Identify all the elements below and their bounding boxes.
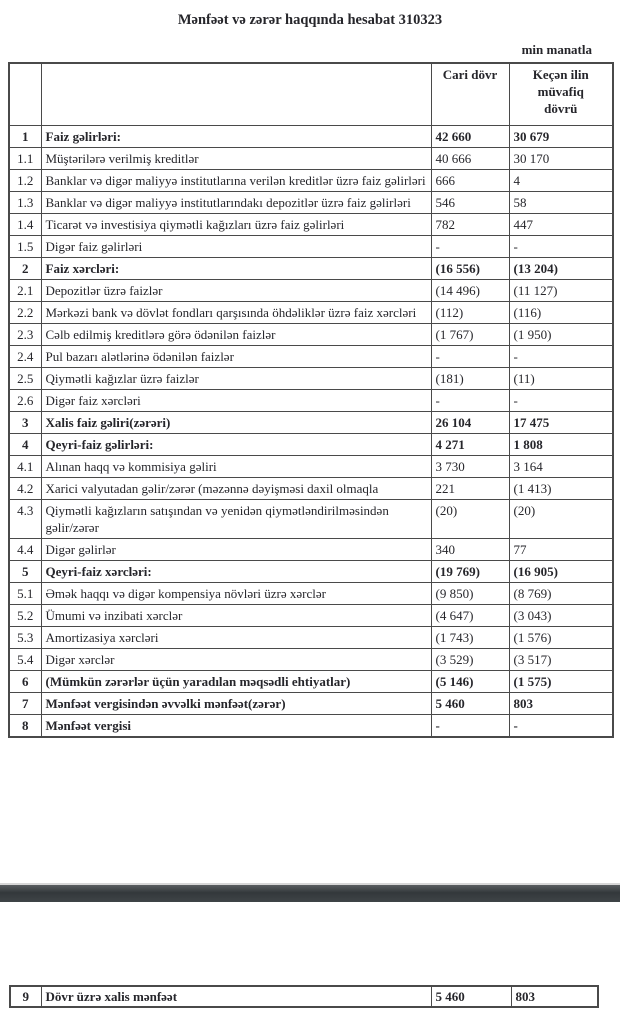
current-period-value: - [431,346,509,368]
row-number: 5.1 [9,583,41,605]
row-label: Xarici valyutadan gəlir/zərər (məzənnə dəyişməsi daxil olmaqla [41,478,431,500]
previous-period-value: (116) [509,302,613,324]
row-number: 2.1 [9,280,41,302]
row-label: Digər xərclər [41,649,431,671]
row-number: 4.2 [9,478,41,500]
current-period-value: - [431,390,509,412]
previous-period-value: 77 [509,539,613,561]
page-break-separator [0,883,620,902]
profit-loss-table-continuation [9,985,599,1008]
table-row [9,324,613,346]
row-number: 1.2 [9,170,41,192]
previous-period-value: - [509,390,613,412]
previous-period-value: (1 413) [509,478,613,500]
current-period-value: 4 271 [431,434,509,456]
row-label: Digər faiz xərcləri [41,390,431,412]
row-number: 4.1 [9,456,41,478]
row-number: 4.4 [9,539,41,561]
current-period-value: 40 666 [431,148,509,170]
current-period-value: 666 [431,170,509,192]
table-row [9,627,613,649]
previous-period-value: (16 905) [509,561,613,583]
table-row [9,539,613,561]
previous-period-value: 30 679 [509,126,613,148]
column-header-number [9,63,41,126]
row-number: 4.3 [9,500,41,539]
table-row [9,280,613,302]
table-row [9,390,613,412]
row-number: 1.3 [9,192,41,214]
table-row [9,434,613,456]
row-number: 2.3 [9,324,41,346]
table-row [9,302,613,324]
table-row [9,368,613,390]
current-period-value: - [431,236,509,258]
previous-period-value: (11) [509,368,613,390]
table-row [9,214,613,236]
previous-period-value: 17 475 [509,412,613,434]
row-number: 5 [9,561,41,583]
row-label: (Mümkün zərərlər üçün yaradılan məqsədli ehtiyatlar) [41,671,431,693]
row-number: 7 [9,693,41,715]
row-label: Əmək haqqı və digər kompensiya növləri üzrə xərclər [41,583,431,605]
current-period-value: - [431,715,509,738]
table-row [9,412,613,434]
table-row [9,170,613,192]
row-label: Dövr üzrə xalis mənfəət [41,986,431,1007]
row-label: Qiymətli kağızların satışından və yenidən qiymətləndirilməsindən gəlir/zərər [41,500,431,539]
current-period-value: (4 647) [431,605,509,627]
table-row [9,258,613,280]
row-label: Banklar və digər maliyyə institutlarına verilən kreditlər üzrə faiz gəlirləri [41,170,431,192]
previous-period-value: (13 204) [509,258,613,280]
row-label: Xalis faiz gəliri(zərəri) [41,412,431,434]
previous-period-value: (11 127) [509,280,613,302]
previous-period-value: 3 164 [509,456,613,478]
row-label: Mənfəət vergisindən əvvəlki mənfəət(zərər) [41,693,431,715]
previous-period-value: 4 [509,170,613,192]
current-period-value: (16 556) [431,258,509,280]
current-period-value: (20) [431,500,509,539]
table-row [9,583,613,605]
page-title: Mənfəət və zərər haqqında hesabat 310323 [177,12,443,28]
row-label: Qiymətli kağızlar üzrə faizlər [41,368,431,390]
previous-period-value: 1 808 [509,434,613,456]
row-label: Digər faiz gəlirləri [41,236,431,258]
previous-period-value: 803 [509,693,613,715]
current-period-value: 340 [431,539,509,561]
row-number: 5.2 [9,605,41,627]
table-row [10,986,598,1007]
row-number: 2.5 [9,368,41,390]
row-number: 2.6 [9,390,41,412]
current-period-value: 42 660 [431,126,509,148]
row-number: 9 [10,986,41,1007]
table-header-row [9,63,613,126]
previous-period-value: (3 043) [509,605,613,627]
row-label: Banklar və digər maliyyə institutlarındakı depozitlər üzrə faiz gəlirləri [41,192,431,214]
row-label: Qeyri-faiz gəlirləri: [41,434,431,456]
row-number: 1.4 [9,214,41,236]
row-number: 3 [9,412,41,434]
current-period-value: (5 146) [431,671,509,693]
row-label: Mərkəzi bank və dövlət fondları qarşısında öhdəliklər üzrə faiz xərcləri [41,302,431,324]
table-row [9,456,613,478]
current-period-value: 5 460 [431,693,509,715]
previous-period-value: 803 [511,986,598,1007]
column-header-previous-period [509,63,613,126]
row-label: Faiz xərcləri: [41,258,431,280]
previous-period-value: 30 170 [509,148,613,170]
row-label: Depozitlər üzrə faizlər [41,280,431,302]
row-label: Ticarət və investisiya qiymətli kağızları üzrə faiz gəlirləri [41,214,431,236]
table-row [9,693,613,715]
current-period-value: (181) [431,368,509,390]
current-period-value: (3 529) [431,649,509,671]
row-number: 8 [9,715,41,738]
table-row [9,605,613,627]
table-row [9,649,613,671]
previous-period-value: (1 576) [509,627,613,649]
current-period-value: (14 496) [431,280,509,302]
profit-loss-table [8,62,614,738]
current-period-value: 3 730 [431,456,509,478]
row-number: 6 [9,671,41,693]
row-label: Alınan haqq və kommisiya gəliri [41,456,431,478]
row-number: 4 [9,434,41,456]
previous-period-value: (1 575) [509,671,613,693]
current-period-value: (112) [431,302,509,324]
unit-note: min manatla [521,42,592,57]
previous-period-value: 447 [509,214,613,236]
table-row [9,561,613,583]
previous-period-value: - [509,346,613,368]
row-label: Ümumi və inzibati xərclər [41,605,431,627]
current-period-value: 26 104 [431,412,509,434]
row-number: 5.4 [9,649,41,671]
current-period-value: (1 743) [431,627,509,649]
current-period-value: (9 850) [431,583,509,605]
table-row [9,346,613,368]
table-row [9,500,613,539]
row-label: Müştərilərə verilmiş kreditlər [41,148,431,170]
table-row [9,671,613,693]
column-header-current-period: Cari dövr [431,63,509,126]
row-label: Mənfəət vergisi [41,715,431,738]
current-period-value: (19 769) [431,561,509,583]
previous-period-value: (20) [509,500,613,539]
row-label: Pul bazarı alətlərinə ödənilən faizlər [41,346,431,368]
table-row [9,715,613,738]
row-number: 2 [9,258,41,280]
table-row [9,236,613,258]
column-header-label [41,63,431,126]
current-period-value: (1 767) [431,324,509,346]
previous-period-value: 58 [509,192,613,214]
row-label: Qeyri-faiz xərcləri: [41,561,431,583]
table-row [9,126,613,148]
previous-period-value: (8 769) [509,583,613,605]
previous-period-value: (3 517) [509,649,613,671]
row-label: Amortizasiya xərcləri [41,627,431,649]
column-header-previous-period-text: Keçən ilin müvafiq dövrü [532,67,589,116]
row-number: 1 [9,126,41,148]
current-period-value: 782 [431,214,509,236]
previous-period-value: (1 950) [509,324,613,346]
current-period-value: 546 [431,192,509,214]
row-number: 1.5 [9,236,41,258]
row-number: 5.3 [9,627,41,649]
previous-period-value: - [509,236,613,258]
current-period-value: 221 [431,478,509,500]
row-number: 1.1 [9,148,41,170]
table-row [9,478,613,500]
row-number: 2.2 [9,302,41,324]
previous-period-value: - [509,715,613,738]
row-label: Faiz gəlirləri: [41,126,431,148]
row-label: Digər gəlirlər [41,539,431,561]
current-period-value: 5 460 [431,986,511,1007]
table-row [9,192,613,214]
row-label: Cəlb edilmiş kreditlərə görə ödənilən faizlər [41,324,431,346]
table-row [9,148,613,170]
row-number: 2.4 [9,346,41,368]
